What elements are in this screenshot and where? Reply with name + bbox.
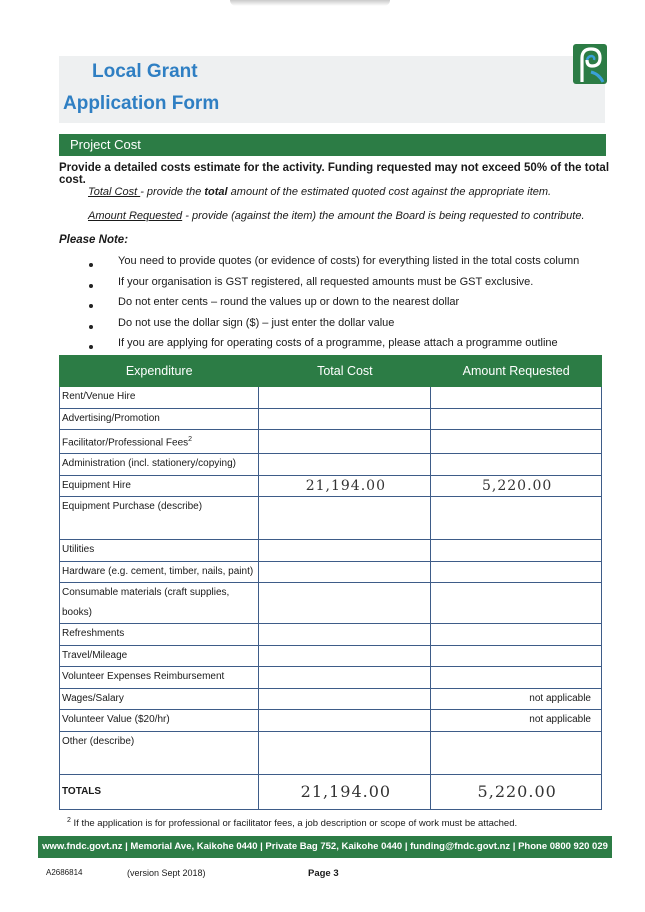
- table-row: [60, 540, 602, 562]
- table-row: [60, 561, 602, 583]
- table-row: [60, 497, 602, 540]
- note-item: If your organisation is GST registered, all requested amounts must be GST exclusive.: [88, 276, 579, 297]
- total-cost-cell[interactable]: [259, 454, 431, 476]
- totals-row: [60, 774, 602, 809]
- amount-requested-cell[interactable]: [431, 667, 602, 689]
- expenditure-cell: Refreshments: [60, 624, 259, 646]
- total-cost-cell[interactable]: 21,194.00: [259, 475, 431, 497]
- total-cost-cell[interactable]: [259, 408, 431, 430]
- expenditure-cell: Utilities: [60, 540, 259, 562]
- table-row: [60, 667, 602, 689]
- amount-requested-cell: not applicable: [431, 710, 602, 732]
- page-number: Page 3: [308, 868, 339, 879]
- note-item: Do not use the dollar sign ($) – just enter the dollar value: [88, 317, 579, 338]
- form-title-line2: Application Form: [63, 93, 220, 114]
- footnote-text: If the application is for professional or facilitator fees, a job description or scope of work must be attached.: [73, 818, 518, 830]
- footer-contact-bar: www.fndc.govt.nz | Memorial Ave, Kaikohe 0440 | Private Bag 752, Kaikohe 0440 | funding@fndc.govt.nz | Phone 0800 920 029: [38, 836, 612, 858]
- expenditure-cell: Hardware (e.g. cement, timber, nails, paint): [60, 561, 259, 583]
- amount-requested-cell[interactable]: [431, 731, 602, 774]
- totals-label: TOTALS: [60, 774, 259, 809]
- amount-requested-cell[interactable]: [431, 561, 602, 583]
- term-amount-requested: Amount Requested: [88, 210, 183, 222]
- project-cost-table: [59, 355, 602, 810]
- table-row: [60, 430, 602, 454]
- footnote-marker: 2: [67, 817, 71, 824]
- expenditure-cell: Other (describe): [60, 731, 259, 774]
- total-cost-cell[interactable]: [259, 645, 431, 667]
- table-row: [60, 475, 602, 497]
- expenditure-cell: Administration (incl. stationery/copying): [60, 454, 259, 476]
- header-total-cost: Total Cost: [259, 356, 431, 387]
- amount-requested-cell[interactable]: [431, 387, 602, 409]
- council-logo-icon: [573, 44, 607, 84]
- table-row: [60, 583, 602, 624]
- total-cost-cell[interactable]: [259, 497, 431, 540]
- table-row: [60, 688, 602, 710]
- header-amount-requested: Amount Requested: [431, 356, 602, 387]
- totals-amount-requested[interactable]: 5,220.00: [431, 774, 602, 809]
- table-row: [60, 454, 602, 476]
- amount-requested-cell[interactable]: [431, 497, 602, 540]
- version-label: (version Sept 2018): [127, 868, 206, 878]
- term-total-cost: Total Cost: [88, 186, 141, 198]
- expenditure-cell: Rent/Venue Hire: [60, 387, 259, 409]
- totals-total-cost[interactable]: 21,194.00: [259, 774, 431, 809]
- total-cost-cell[interactable]: [259, 583, 431, 624]
- total-cost-cell[interactable]: [259, 387, 431, 409]
- definition-text: - provide the: [140, 186, 205, 198]
- amount-requested-cell[interactable]: [431, 540, 602, 562]
- header-expenditure: Expenditure: [60, 356, 259, 387]
- total-cost-cell[interactable]: [259, 561, 431, 583]
- total-cost-cell[interactable]: [259, 540, 431, 562]
- section-heading-bar: [59, 134, 606, 156]
- definition-amount-requested: [88, 210, 585, 222]
- note-item: Do not enter cents – round the values up or down to the nearest dollar: [88, 296, 579, 317]
- amount-requested-cell[interactable]: [431, 583, 602, 624]
- scan-shadow: [230, 0, 390, 6]
- expenditure-cell: Consumable materials (craft supplies, books): [60, 583, 259, 624]
- table-row: [60, 387, 602, 409]
- expenditure-cell: Equipment Hire: [60, 475, 259, 497]
- note-item: You need to provide quotes (or evidence of costs) for everything listed in the total costs column: [88, 255, 579, 276]
- expenditure-cell: Volunteer Value ($20/hr): [60, 710, 259, 732]
- definition-text: - provide (against the item) the amount the Board is being requested to contribute.: [182, 210, 585, 222]
- notes-heading: Please Note:: [59, 234, 129, 246]
- expenditure-cell: [60, 430, 259, 454]
- expenditure-label: Facilitator/Professional Fees: [62, 437, 189, 449]
- amount-requested-cell: not applicable: [431, 688, 602, 710]
- total-cost-cell[interactable]: [259, 731, 431, 774]
- total-cost-cell[interactable]: [259, 430, 431, 454]
- footnote-ref: 2: [188, 436, 193, 443]
- total-cost-cell[interactable]: [259, 688, 431, 710]
- amount-requested-cell[interactable]: 5,220.00: [431, 475, 602, 497]
- amount-requested-cell[interactable]: [431, 624, 602, 646]
- table-row: [60, 408, 602, 430]
- section-title: Project Cost: [70, 137, 141, 152]
- definition-total-cost: [88, 186, 551, 198]
- amount-requested-cell[interactable]: [431, 645, 602, 667]
- definition-bold: total: [204, 186, 228, 198]
- table-row: [60, 710, 602, 732]
- table-row: [60, 624, 602, 646]
- definition-text: amount of the estimated quoted cost against the appropriate item.: [227, 186, 552, 198]
- expenditure-cell: Volunteer Expenses Reimbursement: [60, 667, 259, 689]
- expenditure-cell: Equipment Purchase (describe): [60, 497, 259, 540]
- amount-requested-cell[interactable]: [431, 454, 602, 476]
- amount-requested-cell[interactable]: [431, 430, 602, 454]
- total-cost-cell[interactable]: [259, 710, 431, 732]
- expenditure-cell: Wages/Salary: [60, 688, 259, 710]
- table-row: [60, 731, 602, 774]
- amount-requested-cell[interactable]: [431, 408, 602, 430]
- expenditure-cell: Travel/Mileage: [60, 645, 259, 667]
- total-cost-cell[interactable]: [259, 667, 431, 689]
- note-item: If you are applying for operating costs of a programme, please attach a programme outline: [88, 337, 579, 358]
- notes-list: [88, 255, 579, 358]
- form-title-line1: Local Grant: [92, 61, 198, 82]
- expenditure-cell: Advertising/Promotion: [60, 408, 259, 430]
- table-row: [60, 645, 602, 667]
- document-id: A2686814: [46, 868, 83, 877]
- footnote: [67, 817, 517, 829]
- intro-instruction: Provide a detailed costs estimate for the activity. Funding requested may not exceed 50% of the total cost.: [59, 162, 610, 186]
- total-cost-cell[interactable]: [259, 624, 431, 646]
